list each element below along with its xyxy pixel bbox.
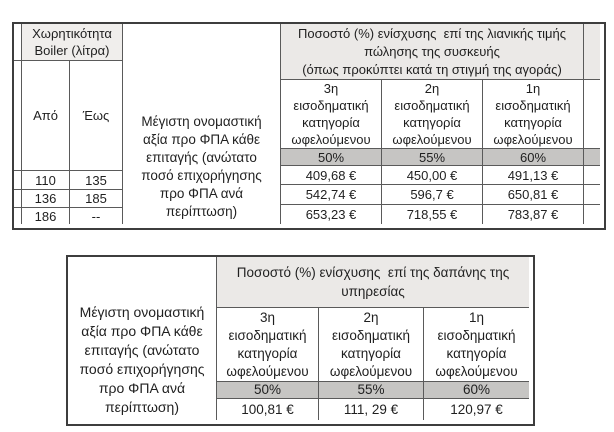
text-line: αξία προ ΦΠΑ κάθε xyxy=(142,132,261,147)
row-to-cell: 185 xyxy=(69,189,122,207)
amount-cell: 718,55 € xyxy=(381,204,482,224)
percent-cell: 60% xyxy=(482,148,583,165)
max-voucher-value-cell xyxy=(122,24,280,224)
text-line: (όπως προκύπτει κατά τη στιγμή της αγοράς) xyxy=(302,61,562,77)
text-line: Boiler (λίτρα) xyxy=(34,43,110,58)
amount-cell: 120,97 € xyxy=(423,398,529,420)
service-aid-header-cell xyxy=(216,257,529,307)
text-line: 1η xyxy=(468,309,485,325)
amount-cell: 596,7 € xyxy=(381,184,482,204)
text-line: περίπτωση) xyxy=(165,204,238,219)
text-line: εισοδηματική xyxy=(331,327,411,343)
text-line: εισοδηματική xyxy=(495,98,571,113)
amount-cell: 491,13 € xyxy=(482,165,583,184)
percent-cell: 55% xyxy=(381,148,482,165)
percent-cell: 50% xyxy=(280,148,381,165)
amount-cell: 409,68 € xyxy=(280,165,381,184)
income-category-2-cell xyxy=(318,307,423,381)
text-line: ωφελούμενου xyxy=(329,363,413,379)
text-line: ωφελούμενου xyxy=(493,132,573,147)
service-cost-subsidy-table xyxy=(66,255,535,426)
text-line: κατηγορία xyxy=(504,115,562,130)
text-line: εισοδηματική xyxy=(228,327,307,343)
percent-cell: 60% xyxy=(423,381,529,398)
text-line: προ ΦΠΑ ανά xyxy=(159,186,244,201)
from-header-cell: Από xyxy=(21,60,69,170)
retail-aid-header-cell xyxy=(280,24,583,79)
text-line: ωφελούμενου xyxy=(226,363,309,379)
text-line: προ ΦΠΑ ανά xyxy=(98,380,186,396)
text-line: κατηγορία xyxy=(403,115,461,130)
max-voucher-value-cell xyxy=(68,257,216,420)
text-line: Μέγιστη ονομαστική xyxy=(141,114,262,129)
income-category-1-cell xyxy=(423,307,529,381)
amount-cell: 653,23 € xyxy=(280,204,381,224)
text-line: περίπτωση) xyxy=(105,399,179,415)
text-line: Ποσοστό (%) ενίσχυσης επί της λιανικής τιμής xyxy=(298,25,566,41)
text-line: επιταγής (ανώτατο xyxy=(84,342,200,358)
row-from-cell: 110 xyxy=(21,170,69,189)
income-category-1-cell xyxy=(482,79,583,148)
spacer-cell xyxy=(14,170,21,189)
income-category-3-cell xyxy=(280,79,381,148)
text-line: κατηγορία xyxy=(446,345,507,361)
amount-cell: 450,00 € xyxy=(381,165,482,184)
row-to-cell: 135 xyxy=(69,170,122,189)
text-line: Χωρητικότητα xyxy=(32,26,112,41)
amount-cell: 111, 29 € xyxy=(318,398,423,420)
text-line: 2η xyxy=(363,309,379,325)
spacer-cell xyxy=(583,79,600,148)
text-line: πώλησης της συσκευής xyxy=(364,43,500,59)
percent-cell: 55% xyxy=(318,381,423,398)
spacer-cell xyxy=(583,24,600,79)
text-line: κατηγορία xyxy=(341,345,401,361)
text-line: εισοδηματική xyxy=(293,98,369,113)
text-line: ωφελούμενου xyxy=(435,363,518,379)
income-category-2-cell xyxy=(381,79,482,148)
spacer-cell xyxy=(14,60,21,170)
text-line: 3η xyxy=(259,309,276,325)
text-line: 2η xyxy=(424,81,440,96)
text-line: κατηγορία xyxy=(237,345,298,361)
to-header-cell: Έως xyxy=(69,60,122,170)
capacity-header-cell xyxy=(21,24,122,60)
boiler-capacity-subsidy-table xyxy=(12,22,606,230)
text-line: υπηρεσίας xyxy=(341,284,405,299)
text-line: εισοδηματική xyxy=(437,327,516,343)
text-line: ωφελούμενου xyxy=(392,132,472,147)
percent-cell: 50% xyxy=(216,381,318,398)
amount-cell: 783,87 € xyxy=(482,204,583,224)
text-line: Ποσοστό (%) ενίσχυσης επί της δαπάνης της xyxy=(236,265,510,280)
spacer-cell xyxy=(14,189,21,207)
spacer-cell xyxy=(583,184,600,204)
text-line: αξία προ ΦΠΑ κάθε xyxy=(81,323,203,339)
text-line: επιταγής (ανώτατο xyxy=(146,150,257,165)
row-from-cell: 136 xyxy=(21,189,69,207)
text-line: κατηγορία xyxy=(302,115,360,130)
text-line: ποσό επιχορήγησης xyxy=(79,361,205,377)
spacer-cell xyxy=(583,204,600,224)
text-line: ποσό επιχορήγησης xyxy=(141,168,262,183)
amount-cell: 650,81 € xyxy=(482,184,583,204)
spacer-cell xyxy=(583,165,600,184)
row-to-cell: -- xyxy=(69,207,122,224)
text-line: 1η xyxy=(525,81,541,96)
spacer-cell xyxy=(14,207,21,224)
text-line: Μέγιστη ονομαστική xyxy=(79,304,205,320)
text-line: ωφελούμενου xyxy=(291,132,371,147)
text-line: 3η xyxy=(323,81,339,96)
amount-cell: 542,74 € xyxy=(280,184,381,204)
row-from-cell: 186 xyxy=(21,207,69,224)
amount-cell: 100,81 € xyxy=(216,398,318,420)
spacer-cell xyxy=(14,24,21,60)
spacer-cell xyxy=(583,148,600,165)
text-line: εισοδηματική xyxy=(394,98,470,113)
income-category-3-cell xyxy=(216,307,318,381)
